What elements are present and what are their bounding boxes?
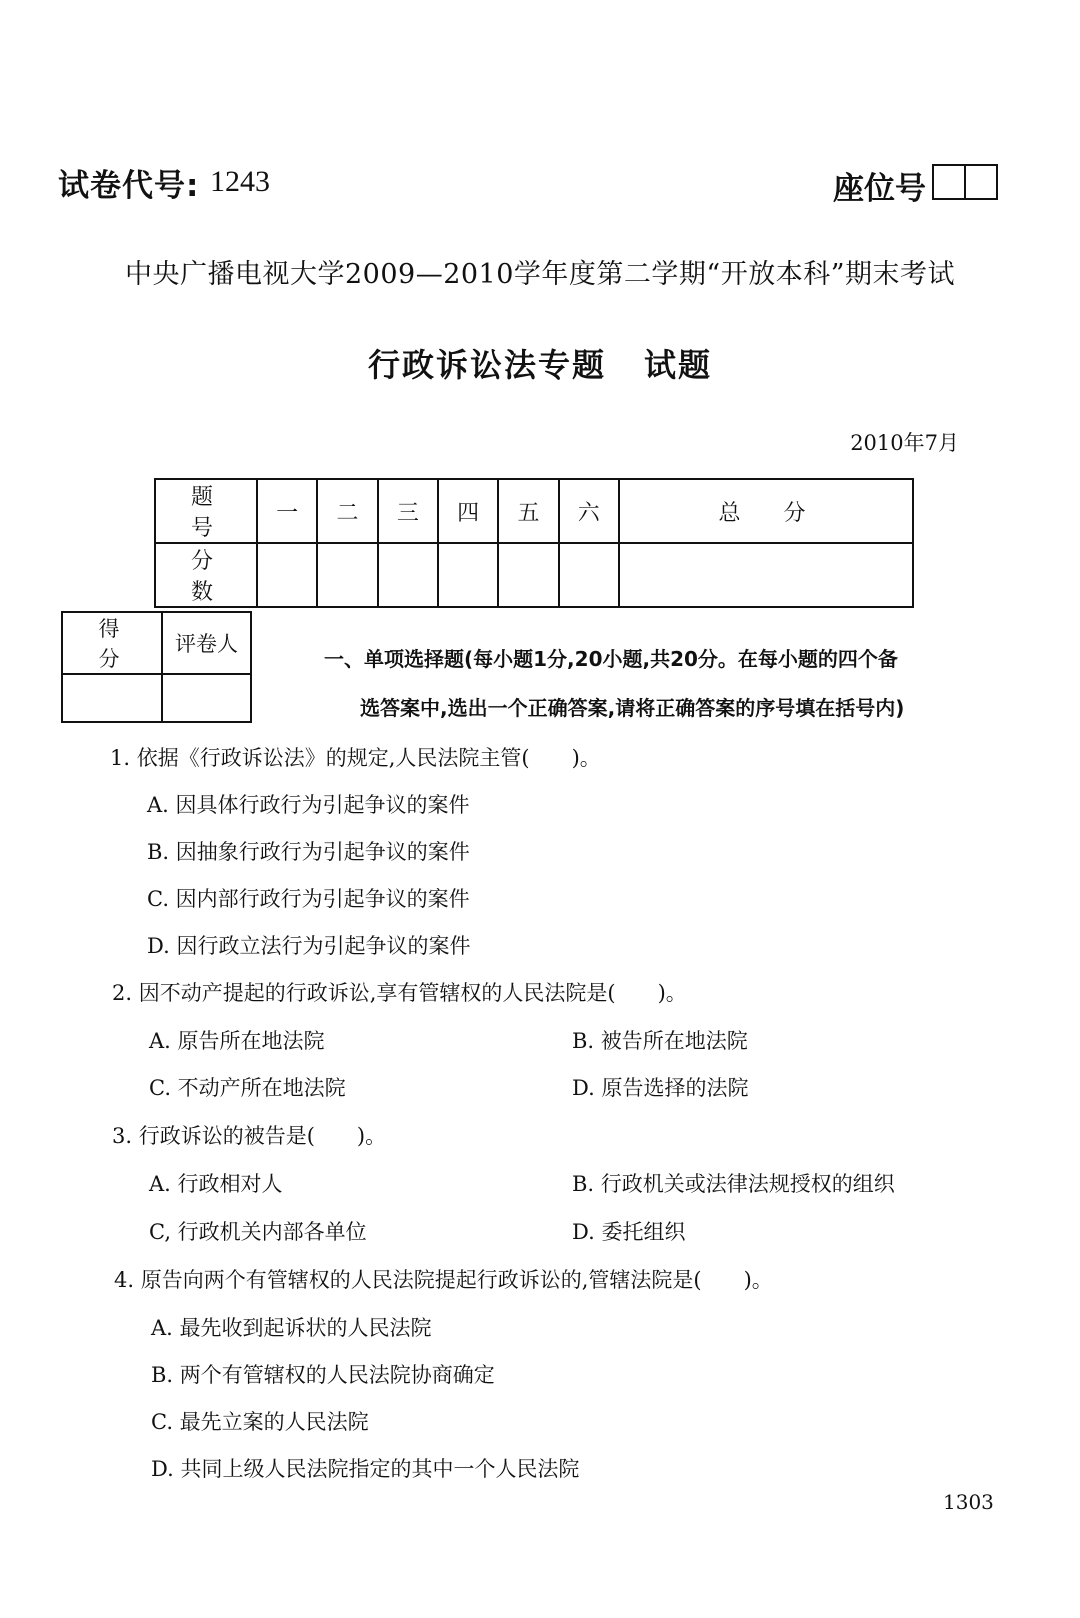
score-table-score-row bbox=[155, 543, 913, 607]
score-column-header: 二 bbox=[317, 479, 377, 543]
score-column-header-total: 总 分 bbox=[619, 479, 913, 543]
exam-date: 2010年7月 bbox=[850, 431, 959, 455]
question-number-label: 题 号 bbox=[155, 479, 257, 543]
score-column-header: 四 bbox=[438, 479, 498, 543]
question-stem: 2. 因不动产提起的行政诉讼,享有管辖权的人民法院是( )。 bbox=[112, 981, 687, 1005]
question-option: D. 委托组织 bbox=[572, 1220, 686, 1244]
score-cell bbox=[257, 543, 317, 607]
question-option: C. 不动产所在地法院 bbox=[149, 1076, 346, 1100]
question-option: B. 两个有管辖权的人民法院协商确定 bbox=[151, 1363, 495, 1387]
question-option: D. 原告选择的法院 bbox=[572, 1076, 749, 1100]
section-heading-line2: 选答案中,选出一个正确答案,请将正确答案的序号填在括号内) bbox=[360, 696, 905, 720]
score-column-header: 三 bbox=[378, 479, 438, 543]
paper-code-value: 1243 bbox=[210, 165, 270, 198]
score-cell bbox=[559, 543, 619, 607]
question-option: B. 行政机关或法律法规授权的组织 bbox=[572, 1172, 895, 1196]
grader-name-label: 评卷人 bbox=[162, 612, 251, 674]
subject-name: 行政诉讼法专题 bbox=[367, 346, 606, 384]
question-option: A. 因具体行政行为引起争议的案件 bbox=[147, 793, 470, 817]
question-option: C, 行政机关内部各单位 bbox=[149, 1220, 367, 1244]
question-option: C. 最先立案的人民法院 bbox=[151, 1410, 369, 1434]
score-column-header: 六 bbox=[559, 479, 619, 543]
seat-number-boxes bbox=[932, 164, 996, 200]
score-row-label: 分 数 bbox=[155, 543, 257, 607]
subject-suffix: 试题 bbox=[644, 346, 713, 384]
grader-score-cell bbox=[62, 674, 162, 722]
score-table-header-row bbox=[155, 479, 913, 543]
grader-box bbox=[61, 611, 252, 723]
score-column-header: 一 bbox=[257, 479, 317, 543]
score-table bbox=[154, 478, 914, 608]
exam-title: 中央广播电视大学2009—2010学年度第二学期“开放本科”期末考试 bbox=[124, 259, 956, 290]
score-cell bbox=[498, 543, 558, 607]
question-option: C. 因内部行政行为引起争议的案件 bbox=[147, 887, 470, 911]
question-stem: 3. 行政诉讼的被告是( )。 bbox=[112, 1124, 387, 1148]
score-cell bbox=[317, 543, 377, 607]
score-cell bbox=[619, 543, 913, 607]
question-stem: 4. 原告向两个有管辖权的人民法院提起行政诉讼的,管辖法院是( )。 bbox=[114, 1268, 773, 1292]
subject-title bbox=[0, 340, 1080, 386]
question-option: B. 因抽象行政行为引起争议的案件 bbox=[147, 840, 470, 864]
question-option: D. 因行政立法行为引起争议的案件 bbox=[147, 934, 471, 958]
question-option: A. 原告所在地法院 bbox=[149, 1029, 325, 1053]
section-heading-line1: 一、单项选择题(每小题1分,20小题,共20分。在每小题的四个备 bbox=[324, 647, 898, 671]
question-option: D. 共同上级人民法院指定的其中一个人民法院 bbox=[151, 1457, 580, 1481]
question-stem: 1. 依据《行政诉讼法》的规定,人民法院主管( )。 bbox=[110, 746, 601, 770]
question-option: A. 最先收到起诉状的人民法院 bbox=[151, 1316, 432, 1340]
score-cell bbox=[378, 543, 438, 607]
grader-name-cell bbox=[162, 674, 251, 722]
seat-number-box bbox=[932, 164, 966, 200]
score-cell bbox=[438, 543, 498, 607]
question-option: B. 被告所在地法院 bbox=[572, 1029, 748, 1053]
question-option: A. 行政相对人 bbox=[149, 1172, 283, 1196]
score-column-header: 五 bbox=[498, 479, 558, 543]
grader-score-label: 得 分 bbox=[62, 612, 162, 674]
seat-number-box bbox=[964, 164, 998, 200]
seat-number-label: 座位号 bbox=[833, 171, 926, 207]
page-number: 1303 bbox=[943, 1490, 994, 1514]
paper-code-label: 试卷代号: bbox=[58, 168, 200, 204]
